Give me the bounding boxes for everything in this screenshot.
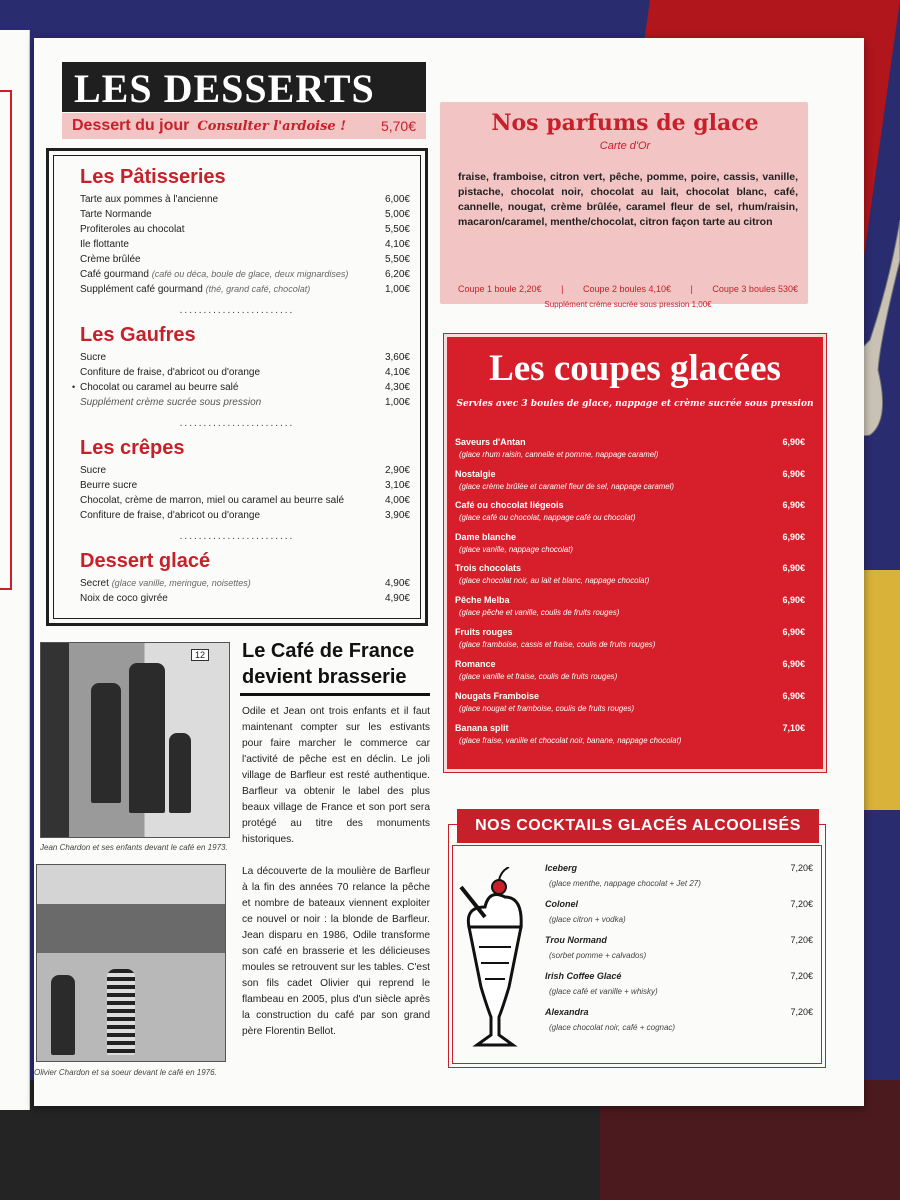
history-paragraph-1: Odile et Jean ont trois enfants et il faut maintenant compter sur les estivants pour faire marcher le commerce car l'activité de pêche est en déclin. Le joli village de Barfleur est resté authentique. Barfleur va obtenir le label des plus beaux village de France et son port sera protégé au titre des monuments historiques. — [242, 706, 430, 845]
dessert-glace-title: Dessert glacé — [80, 550, 211, 572]
parfums-supplement: Supplément crème sucrée sous pression 1,00€ — [544, 300, 712, 309]
menu-item: Sucre 3,60€ — [80, 352, 410, 363]
cocktails-title: NOS COCKTAILS GLACÉS ALCOOLISÉS — [457, 809, 819, 843]
parfums-subtitle: Carte d'Or — [599, 140, 651, 152]
menu-item: Ile flottante 4,10€ — [80, 239, 410, 250]
history-paragraph-2: La découverte de la moulière de Barfleur à la fin des années 70 relance la pêche et nombre de bateaux viennent exploiter ce nouvel or noir : la blonde de Barfleur. Jean disparu en 1986, Odile transforme son café en brasserie et les délicieuses moules se retrouvent sur les tables. C'est son fils cadet Olivier qui reprend le flambeau en 2005, plus d'un siècle après la construction du café par son grand père Florentin Bellot. — [242, 866, 430, 1037]
cocktail-item: Colonel 7,20€ (glace citron + vodka) — [545, 899, 813, 924]
coupes-subtitle: Servies avec 3 boules de glace, nappage et crème sucrée sous pression — [456, 399, 814, 409]
menu-item: Sucre 2,90€ — [80, 465, 410, 476]
parfums-list: fraise, framboise, citron vert, pêche, pomme, poire, cassis, vanille, pistache, chocolat noir, chocolat au lait, chocolat blanc, café, cannelle, nougat, crème brûlée, caramel fleur de sel, rhum/raisin, macaron/caramel, menthe/chocolat, citron façon tarte au citron — [458, 171, 798, 228]
menu-item: Chocolat, crème de marron, miel ou caramel au beurre salé 4,00€ — [80, 495, 410, 506]
crepes-title: Les crêpes — [80, 437, 185, 459]
menu-item: Supplément café gourmand (thé, grand café, chocolat) 1,00€ — [80, 284, 410, 295]
coupe-item: Saveurs d'Antan 6,90€ (glace rhum raisin, cannelle et pomme, nappage caramel) — [455, 437, 805, 459]
coupe-3-price: Coupe 3 boules 530€ — [712, 284, 798, 294]
photo-caption-1: Jean Chardon et ses enfants devant le café en 1973. — [40, 843, 228, 852]
coupe-item: Café ou chocolat liégeois 6,90€ (glace café ou chocolat, nappage café ou chocolat) — [455, 500, 805, 522]
menu-item: Café gourmand (café ou déca, boule de glace, deux mignardises) 6,20€ — [80, 269, 410, 280]
person-figure — [129, 663, 165, 813]
cocktail-item: Irish Coffee Glacé 7,20€ (glace café et vanille + whisky) — [545, 971, 813, 996]
photo-1973 — [40, 642, 230, 838]
menu-item: • Chocolat ou caramel au beurre salé 4,30€ — [72, 382, 410, 393]
page-title: LES DESSERTS — [74, 66, 375, 111]
desserts-box — [46, 148, 428, 626]
menu-item: Crème brûlée 5,50€ — [80, 254, 410, 265]
coupe-item: Fruits rouges 6,90€ (glace framboise, cassis et fraise, coulis de fruits rouges) — [455, 627, 805, 649]
dotted-divider: ........................ — [179, 305, 295, 316]
coupes-box — [444, 334, 826, 772]
dessert-du-jour-bar — [62, 113, 426, 139]
gaufres-section — [54, 324, 420, 410]
menu-item: Supplément crème sucrée sous pression 1,00€ — [80, 397, 410, 408]
milkshake-glass-icon — [455, 867, 535, 1057]
menu-page — [34, 38, 864, 1106]
dotted-divider: ........................ — [179, 531, 295, 542]
coupe-item: Trois chocolats 6,90€ (glace chocolat noir, au lait et blanc, nappage chocolat) — [455, 563, 805, 585]
parfums-title: Nos parfums de glace — [491, 110, 759, 136]
coupe-item: Pêche Melba 6,90€ (glace pêche et vanille, coulis de fruits rouges) — [455, 595, 805, 617]
history-rule — [240, 693, 430, 696]
coupe-item: Dame blanche 6,90€ (glace vanille, nappage chocolat) — [455, 532, 805, 554]
dessert-glace-section — [54, 550, 420, 606]
person-figure — [107, 969, 135, 1055]
patisseries-title: Les Pâtisseries — [80, 166, 226, 188]
menu-item: Secret (glace vanille, meringue, noisettes) 4,90€ — [80, 578, 410, 589]
menu-item: Tarte Normande 5,00€ — [80, 209, 410, 220]
coupe-item: Romance 6,90€ (glace vanille et fraise, coulis de fruits rouges) — [455, 659, 805, 681]
coupe-1-price: Coupe 1 boule 2,20€ — [458, 284, 542, 294]
dessert-du-jour-price: 5,70€ — [380, 118, 416, 134]
menu-item: Noix de coco givrée 4,90€ — [80, 593, 410, 604]
cocktail-item: Alexandra 7,20€ (glace chocolat noir, café + cognac) — [545, 1007, 813, 1032]
parfums-box — [440, 102, 808, 309]
menu-item: Tarte aux pommes à l'ancienne 6,00€ — [80, 194, 410, 205]
crepes-section — [54, 437, 420, 523]
dessert-du-jour-label: Dessert du jour — [72, 117, 190, 134]
menu-item: Confiture de fraise, d'abricot ou d'orange 3,90€ — [80, 510, 410, 521]
person-figure — [169, 733, 191, 813]
cocktails-box — [448, 817, 826, 1068]
person-figure — [91, 683, 121, 803]
coupe-item: Nostalgie 6,90€ (glace crème brûlée et caramel fleur de sel, nappage caramel) — [455, 469, 805, 491]
door-number: 12 — [191, 649, 209, 661]
coupe-2-price: Coupe 2 boules 4,10€ — [582, 284, 672, 294]
parfums-prices: Coupe 1 boule 2,20€ | Coupe 2 boules 4,10€ | Coupe 3 boules 530€ — [458, 284, 798, 294]
menu-item: Beurre sucre 3,10€ — [80, 480, 410, 491]
cocktail-item: Iceberg 7,20€ (glace menthe, nappage chocolat + Jet 27) — [545, 863, 813, 888]
photo-caption-2: Olivier Chardon et sa soeur devant le café en 1976. — [34, 1068, 217, 1077]
history-title: Le Café de France devient brasserie — [242, 640, 415, 688]
gaufres-title: Les Gaufres — [80, 324, 196, 346]
menu-item: Profiteroles au chocolat 5,50€ — [80, 224, 410, 235]
patisseries-section — [54, 166, 420, 297]
dessert-du-jour-note: Consulter l'ardoise ! — [197, 118, 346, 134]
cocktail-item: Trou Normand 7,20€ (sorbet pomme + calvados) — [545, 935, 813, 960]
coupe-item: Nougats Framboise 6,90€ (glace nougat et framboise, coulis de fruits rouges) — [455, 691, 805, 713]
left-menu-page — [0, 30, 30, 1110]
person-figure — [51, 975, 75, 1055]
coupe-item: Banana split 7,10€ (glace fraise, vanille et chocolat noir, banane, nappage chocolat) — [455, 723, 805, 745]
coupes-title: Les coupes glacées — [489, 348, 781, 389]
menu-item: Confiture de fraise, d'abricot ou d'orange 4,10€ — [80, 367, 410, 378]
dotted-divider: ........................ — [179, 418, 295, 429]
photo-1976 — [36, 864, 226, 1062]
title-bar — [62, 62, 426, 112]
